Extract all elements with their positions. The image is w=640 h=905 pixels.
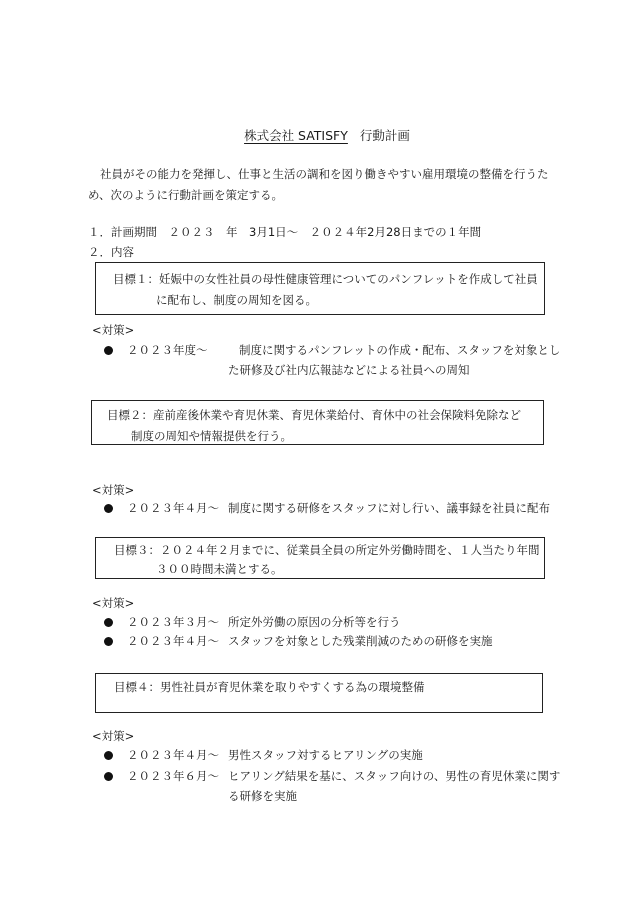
- plan-period: １．計画期間 ２０２３ 年 3月1日～ ２０２４年2月28日までの１年間: [88, 225, 482, 239]
- goal-3-line-1: 目標３：２０２４年２月までに、従業員全員の所定外労働時間を、１人当たり年間: [114, 543, 540, 557]
- measure-3a-date: ２０２３年３月～: [127, 615, 219, 629]
- measure-4b-date: ２０２３年６月～: [127, 769, 219, 783]
- goal-4-box: [95, 673, 543, 713]
- measure-3a-text: 所定外労働の原因の分析等を行う: [228, 615, 401, 629]
- measure-2-date: ２０２３年４月～: [127, 501, 219, 515]
- intro-line-2: め、次のように行動計画を策定する。: [88, 188, 284, 202]
- bullet-icon: [104, 637, 113, 646]
- goal-2-line-1: 目標２：産前産後休業や育児休業、育児休業給付、育休中の社会保険料免除など: [107, 408, 521, 422]
- document-title: [0, 126, 640, 144]
- title-suffix: 行動計画: [359, 128, 410, 143]
- measure-1-text: 制度に関するパンフレットの作成・配布、スタッフを対象とし: [239, 343, 561, 357]
- measures-label-2: <対策>: [92, 483, 135, 497]
- goal-2-box: [91, 400, 544, 445]
- goal-4-line-1: 目標４：男性社員が育児休業を取りやすくする為の環境整備: [114, 680, 425, 694]
- goal-2-line-2: 制度の周知や情報提供を行う。: [131, 429, 292, 443]
- bullet-icon: [104, 504, 113, 513]
- measure-1-date: ２０２３年度～: [127, 343, 208, 357]
- measure-1-text-cont: た研修及び社内広報誌などによる社員への周知: [228, 363, 470, 377]
- goal-1-box: [95, 262, 545, 315]
- company-name: 株式会社 SATISFY: [244, 128, 348, 143]
- measure-3b-text: スタッフを対象とした残業削減のための研修を実施: [228, 634, 493, 648]
- measures-label-3: <対策>: [92, 596, 135, 610]
- goal-3-box: [95, 537, 545, 579]
- bullet-icon: [104, 346, 113, 355]
- bullet-icon: [104, 751, 113, 760]
- measures-label-1: <対策>: [92, 323, 135, 337]
- measure-2-text: 制度に関する研修をスタッフに対し行い、議事録を社員に配布: [228, 501, 550, 515]
- measure-4a-text: 男性スタッフ対するヒアリングの実施: [228, 748, 423, 762]
- goal-3-line-2: ３００時間未満とする。: [156, 562, 283, 576]
- measure-4b-text-cont: る研修を実施: [228, 789, 297, 803]
- plan-content-heading: ２．内容: [88, 245, 134, 259]
- bullet-icon: [104, 618, 113, 627]
- intro-line-1: 社員がその能力を発揮し、仕事と生活の調和を図り働きやすい雇用環境の整備を行うた: [100, 167, 549, 181]
- measure-4b-text: ヒアリング結果を基に、スタッフ向けの、男性の育児休業に関す: [228, 769, 561, 783]
- measure-4a-date: ２０２３年４月～: [127, 748, 219, 762]
- measures-label-4: <対策>: [92, 729, 135, 743]
- bullet-icon: [104, 772, 113, 781]
- goal-1-line-2: に配布し、制度の周知を図る。: [156, 293, 317, 307]
- goal-1-line-1: 目標１：妊娠中の女性社員の母性健康管理についてのパンフレットを作成して社員: [113, 272, 538, 286]
- measure-3b-date: ２０２３年４月～: [127, 634, 219, 648]
